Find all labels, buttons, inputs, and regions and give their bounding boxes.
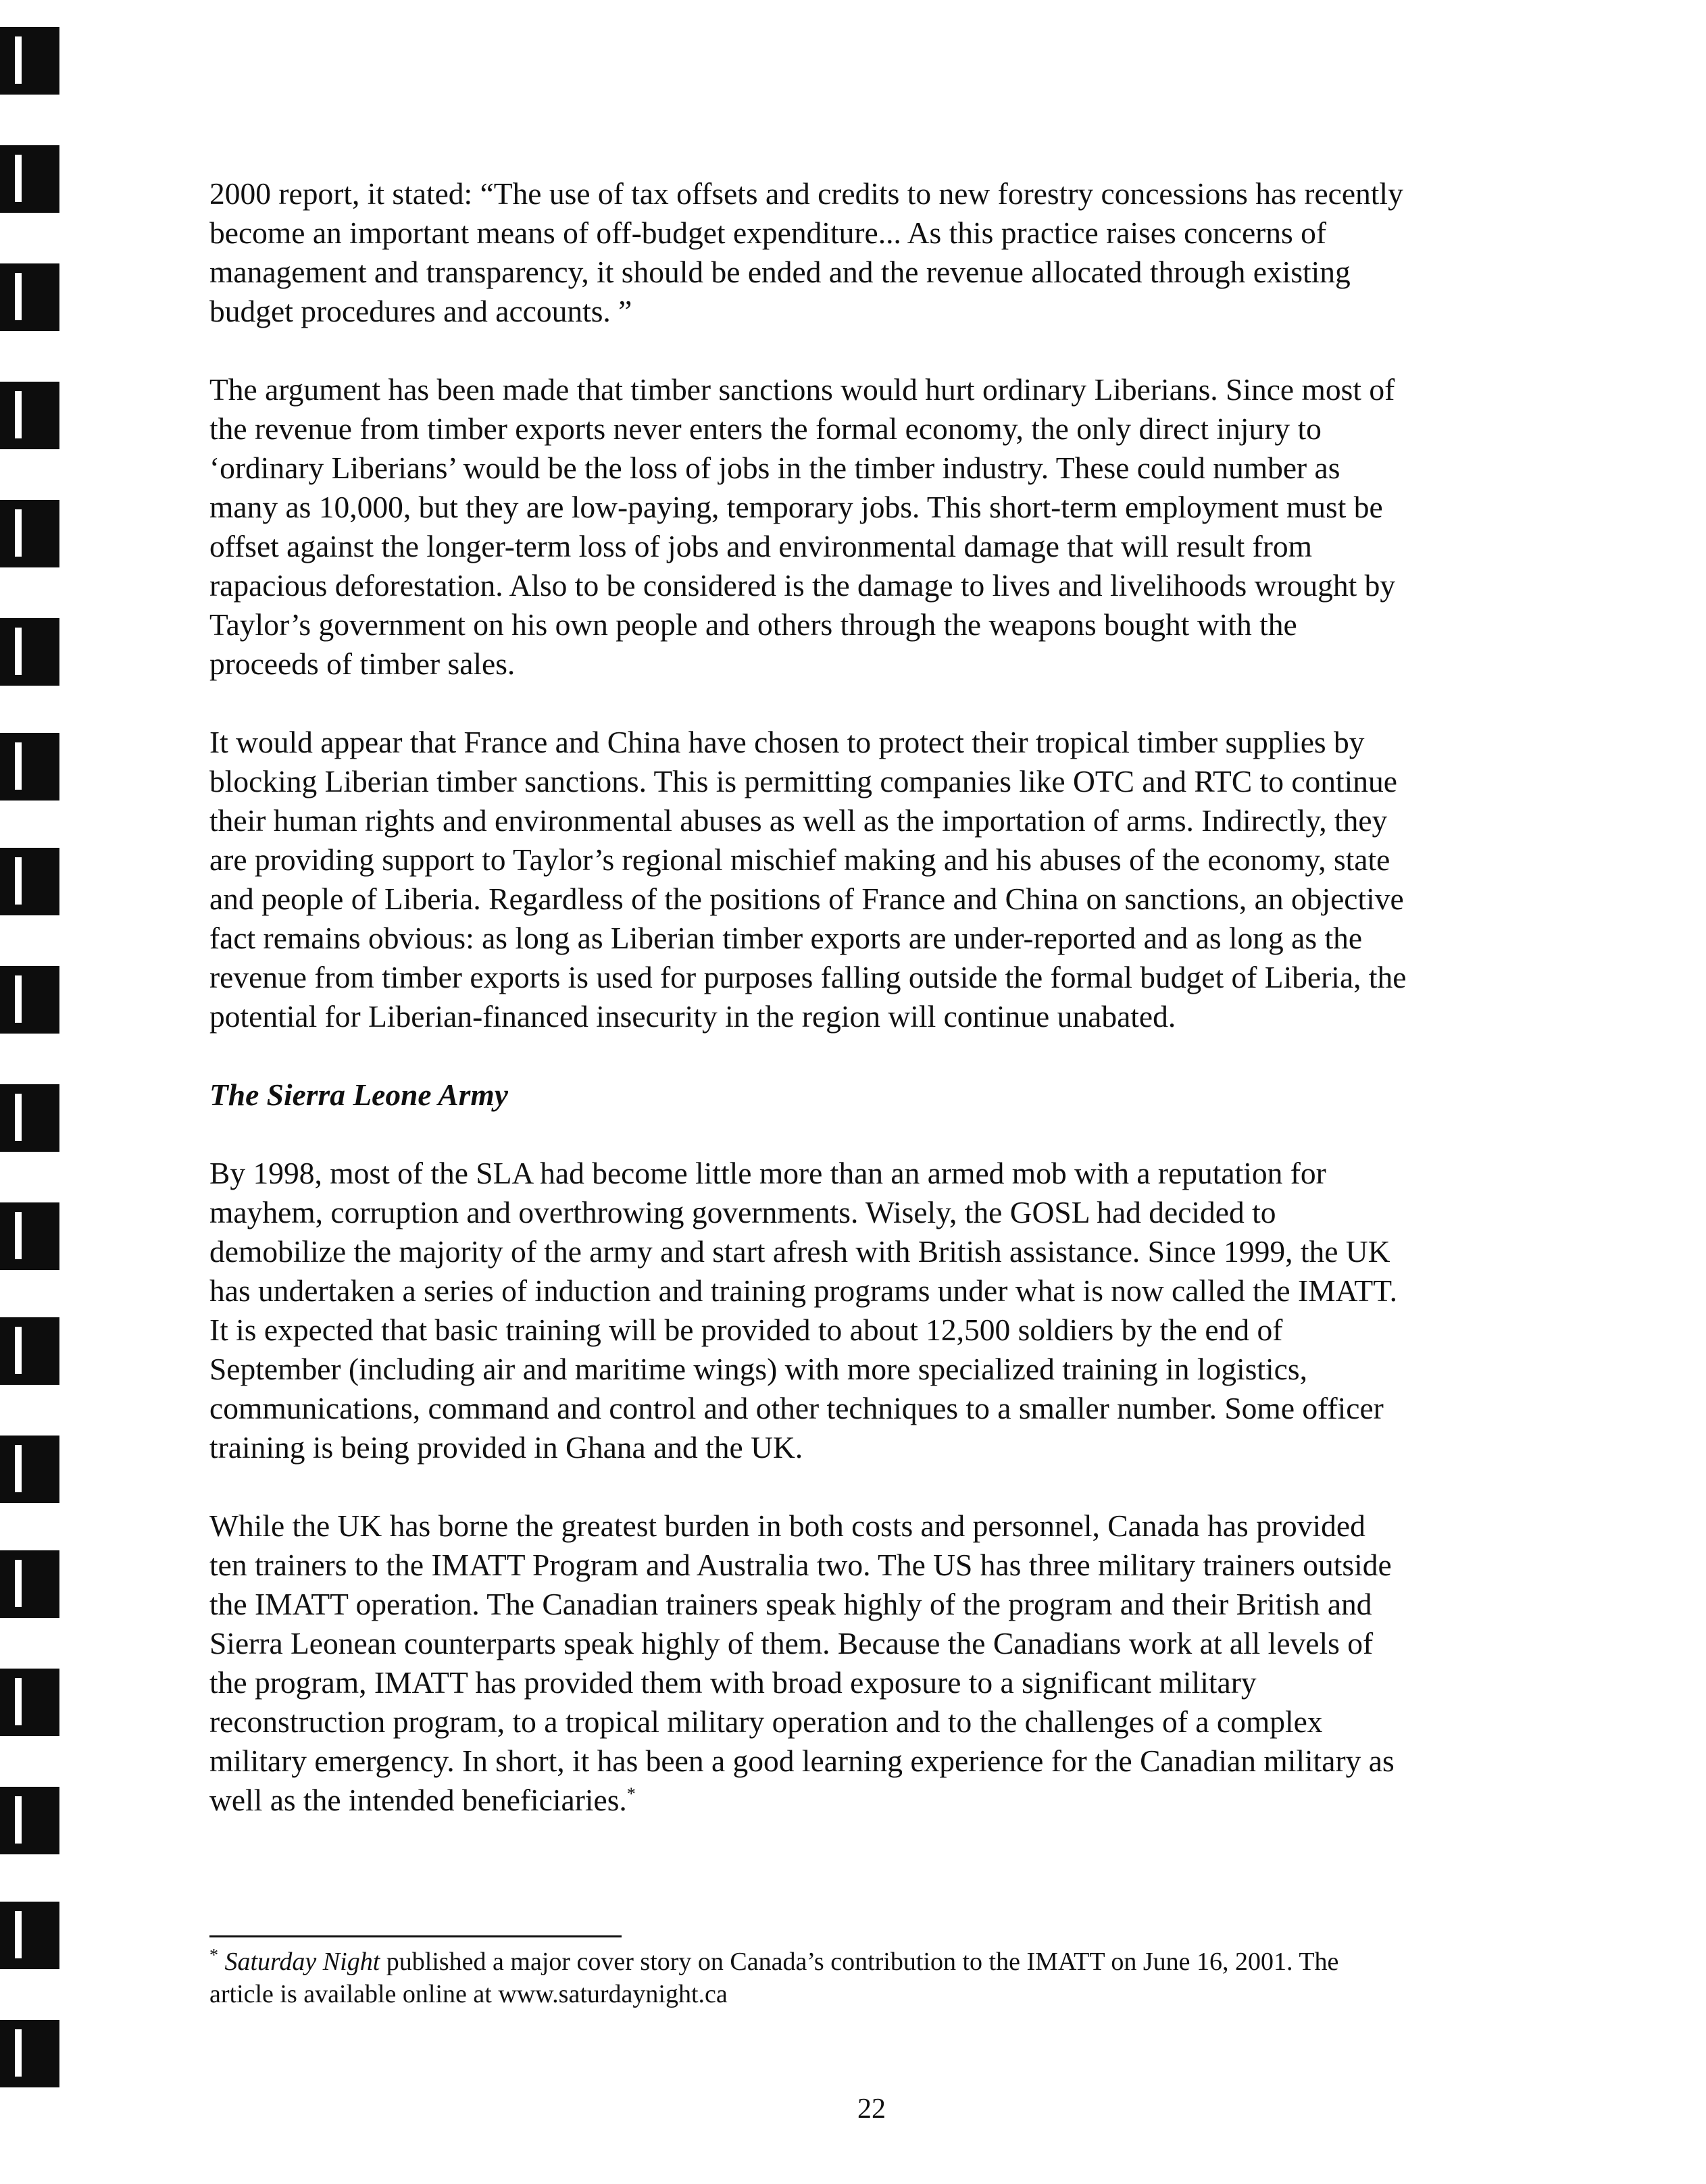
text-line: and people of Liberia. Regardless of the positions of France and China on sanctions, an objective	[209, 882, 1404, 916]
footnote-line: article is available online at www.saturdaynight.ca	[209, 1980, 728, 2008]
binding-hole-mark	[0, 27, 59, 95]
text-line: mayhem, corruption and overthrowing governments. Wisely, the GOSL had decided to	[209, 1195, 1276, 1229]
text-line: many as 10,000, but they are low-paying, temporary jobs. This short-term employment must be	[209, 490, 1383, 524]
footnote-divider	[209, 1935, 622, 1937]
section-heading: The Sierra Leone Army	[209, 1077, 508, 1112]
binding-hole-mark	[0, 1202, 59, 1270]
text-line: become an important means of off-budget expenditure... As this practice raises concerns of	[209, 215, 1327, 250]
text-line: By 1998, most of the SLA had become little more than an armed mob with a reputation for	[209, 1156, 1326, 1190]
text-line: budget procedures and accounts. ”	[209, 294, 632, 328]
text-line: While the UK has borne the greatest burden in both costs and personnel, Canada has provided	[209, 1508, 1365, 1543]
footnote-text: published a major cover story on Canada’s contribution to the IMATT on June 16, 2001. The	[380, 1948, 1339, 1976]
paragraph-tax-offsets	[209, 174, 1554, 331]
binding-hole-mark	[0, 1084, 59, 1152]
text-line: training is being provided in Ghana and the UK.	[209, 1430, 803, 1465]
text-line: Taylor’s government on his own people and others through the weapons bought with the	[209, 607, 1297, 642]
text-line: the revenue from timber exports never enters the formal economy, the only direct injury to	[209, 411, 1322, 446]
binding-hole-mark	[0, 848, 59, 915]
binding-hole-mark	[0, 1317, 59, 1385]
paragraph-sanctions-argument	[209, 370, 1554, 684]
text-line: reconstruction program, to a tropical military operation and to the challenges of a complex	[209, 1704, 1323, 1739]
text-line: management and transparency, it should be ended and the revenue allocated through existing	[209, 255, 1351, 289]
paragraph-france-china	[209, 723, 1554, 1036]
binding-hole-mark	[0, 618, 59, 686]
text-line: It would appear that France and China have chosen to protect their tropical timber supplies by	[209, 725, 1365, 759]
text-line: potential for Liberian-financed insecurity in the region will continue unabated.	[209, 999, 1176, 1034]
text-line: are providing support to Taylor’s regional mischief making and his abuses of the economy, state	[209, 842, 1390, 877]
text-line: 2000 report, it stated: “The use of tax offsets and credits to new forestry concessions has recently	[209, 176, 1403, 211]
text-line: proceeds of timber sales.	[209, 646, 516, 681]
text-line: has undertaken a series of induction and training programs under what is now called the IMATT.	[209, 1273, 1397, 1308]
text-line	[209, 1781, 1554, 1820]
text-line: military emergency. In short, it has been a good learning experience for the Canadian military as	[209, 1744, 1395, 1778]
binding-hole-mark	[0, 1902, 59, 1969]
footnote-publication-title: Saturday Night	[224, 1948, 380, 1976]
text-line: the IMATT operation. The Canadian trainers speak highly of the program and their British and	[209, 1587, 1372, 1621]
text-line: revenue from timber exports is used for purposes falling outside the formal budget of Liberia, the	[209, 960, 1407, 994]
text-line: ‘ordinary Liberians’ would be the loss of jobs in the timber industry. These could number as	[209, 451, 1340, 485]
text-line: demobilize the majority of the army and start afresh with British assistance. Since 1999, the UK	[209, 1234, 1390, 1269]
text-line: offset against the longer-term loss of jobs and environmental damage that will result from	[209, 529, 1313, 563]
text-line: It is expected that basic training will be provided to about 12,500 soldiers by the end of	[209, 1313, 1283, 1347]
text-line: rapacious deforestation. Also to be considered is the damage to lives and livelihoods wrought by	[209, 568, 1396, 603]
text-line: fact remains obvious: as long as Liberian timber exports are under-reported and as long as the	[209, 921, 1363, 955]
footnote	[209, 1946, 1554, 2010]
text-line: September (including air and maritime wings) with more specialized training in logistics,	[209, 1352, 1307, 1386]
text-line: The argument has been made that timber sanctions would hurt ordinary Liberians. Since most of	[209, 372, 1395, 407]
text-line: communications, command and control and other techniques to a smaller number. Some officer	[209, 1391, 1384, 1425]
text-line: the program, IMATT has provided them with broad exposure to a significant military	[209, 1665, 1257, 1700]
binding-hole-mark	[0, 1669, 59, 1736]
binding-marks	[0, 0, 74, 2184]
binding-hole-mark	[0, 382, 59, 449]
binding-hole-mark	[0, 1787, 59, 1854]
paragraph-sla-history	[209, 1154, 1554, 1467]
binding-hole-mark	[0, 145, 59, 213]
text-line: Sierra Leonean counterparts speak highly of them. Because the Canadians work at all levels of	[209, 1626, 1374, 1660]
binding-hole-mark	[0, 966, 59, 1034]
binding-hole-mark	[0, 2020, 59, 2087]
binding-hole-mark	[0, 1550, 59, 1618]
text-line: ten trainers to the IMATT Program and Australia two. The US has three military trainers outside	[209, 1548, 1392, 1582]
page-number: 22	[857, 2093, 886, 2125]
binding-hole-mark	[0, 1436, 59, 1503]
text-line: blocking Liberian timber sanctions. This is permitting companies like OTC and RTC to continue	[209, 764, 1397, 798]
binding-hole-mark	[0, 733, 59, 801]
binding-hole-mark	[0, 263, 59, 331]
binding-hole-mark	[0, 500, 59, 567]
text-line-body: well as the intended beneficiaries.	[209, 1783, 627, 1817]
footnote-reference: *	[626, 1783, 636, 1804]
document-body	[209, 174, 1554, 1859]
footnote-marker: *	[209, 1945, 218, 1965]
text-line: their human rights and environmental abuses as well as the importation of arms. Indirectly, they	[209, 803, 1388, 838]
footnote-line	[209, 1946, 1554, 1978]
paragraph-imatt-contributors	[209, 1506, 1554, 1820]
